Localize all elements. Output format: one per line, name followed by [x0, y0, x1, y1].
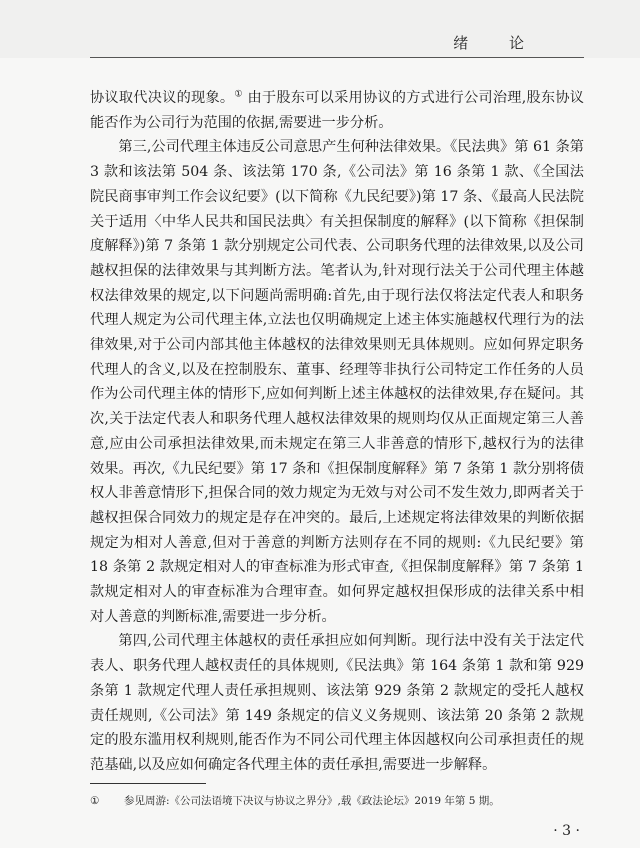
body-text	[90, 86, 584, 778]
page-header	[0, 0, 640, 58]
running-header-title: 绪 论	[453, 34, 542, 52]
footnote	[90, 794, 584, 808]
paragraph-2: 第三,公司代理主体违反公司意思产生何种法律效果。《民法典》第 61 条第 3 款和该法第 504 条、该法第 170 条,《公司法》第 16 条第 1 款、《全国法院民商事审判工作会议纪要》(以下简称《九民纪要》)第 17 条、《最高人民法院关于适用〈中华人民共和国民法典〉有关担保制度的解释》(以下简称《担保制度解释》)第 7 条第 1 款分别规定公司代表、公司职务代理的法律效果,以及公司越权担保的法律效果与其判断方法。笔者认为,针对现行法关于公司代理主体越权法律效果的规定,以下问题尚需明确:首先,由于现行法仅将法定代表人和职务代理人规定为公司代理主体,立法也仅明确规定上述主体实施越权代理行为的法律效果,对于公司内部其他主体越权的法律效果则无具体规则。应如何界定职务代理人的含义,以及在控制股东、董事、经理等非执行公司特定工作任务的人员作为公司代理主体的情形下,应如何判断上述主体越权的法律效果,存在疑问。其次,关于法定代表人和职务代理人越权法律效果的规则均仅从正面规定第三人善意,应由公司承担法律效果,而未规定在第三人非善意的情形下,越权行为的法律效果。再次,《九民纪要》第 17 条和《担保制度解释》第 7 条第 1 款分别将债权人非善意情形下,担保合同的效力规定为无效与对公司不发生效力,即两者关于越权担保合同效力的规定是存在冲突的。最后,上述规定将法律效果的判断依据规定为相对人善意,但对于善意的判断方法则存在不同的规则:《九民纪要》第 18 条第 2 款规定相对人的审查标准为形式审查,《担保制度解释》第 7 条第 1 款规定相对人的审查标准为合理审查。如何界定越权担保形成的法律关系中相对人善意的判断标准,需要进一步分析。	[90, 139, 584, 625]
paragraph-1-text: 协议取代决议的现象。	[90, 90, 235, 106]
footnote-rule	[90, 783, 206, 784]
page-number: · 3 ·	[553, 823, 580, 839]
paragraph-1	[90, 86, 584, 135]
header-rule	[90, 57, 584, 58]
footnote-mark: ①	[90, 795, 100, 807]
paragraph-3: 第四,公司代理主体越权的责任承担应如何判断。现行法中没有关于法定代表人、职务代理人越权责任的具体规则,《民法典》第 164 条第 1 款和第 929 条第 1 款规定代理人责任承担规则、该法第 929 条第 2 款规定的受托人越权责任规则,《公司法》第 149 条规定的信义义务规则、该法第 20 条第 2 款规定的股东滥用权利规则,能否作为不同公司代理主体因越权向公司承担责任的规范基础,以及应如何确定各代理主体的责任承担,需要进一步解释。	[90, 633, 584, 773]
footnote-text: 参见周游:《公司法语境下决议与协议之界分》,载《政法论坛》2019 年第 5 期。	[124, 795, 500, 807]
footnote-reference[interactable]: ①	[234, 89, 243, 100]
paragraph-1-rest: 由于股东可以采用协议的方式进行公司治理,股东协议能否作为公司行为范围的依据,需要进一步分析。	[90, 90, 584, 131]
